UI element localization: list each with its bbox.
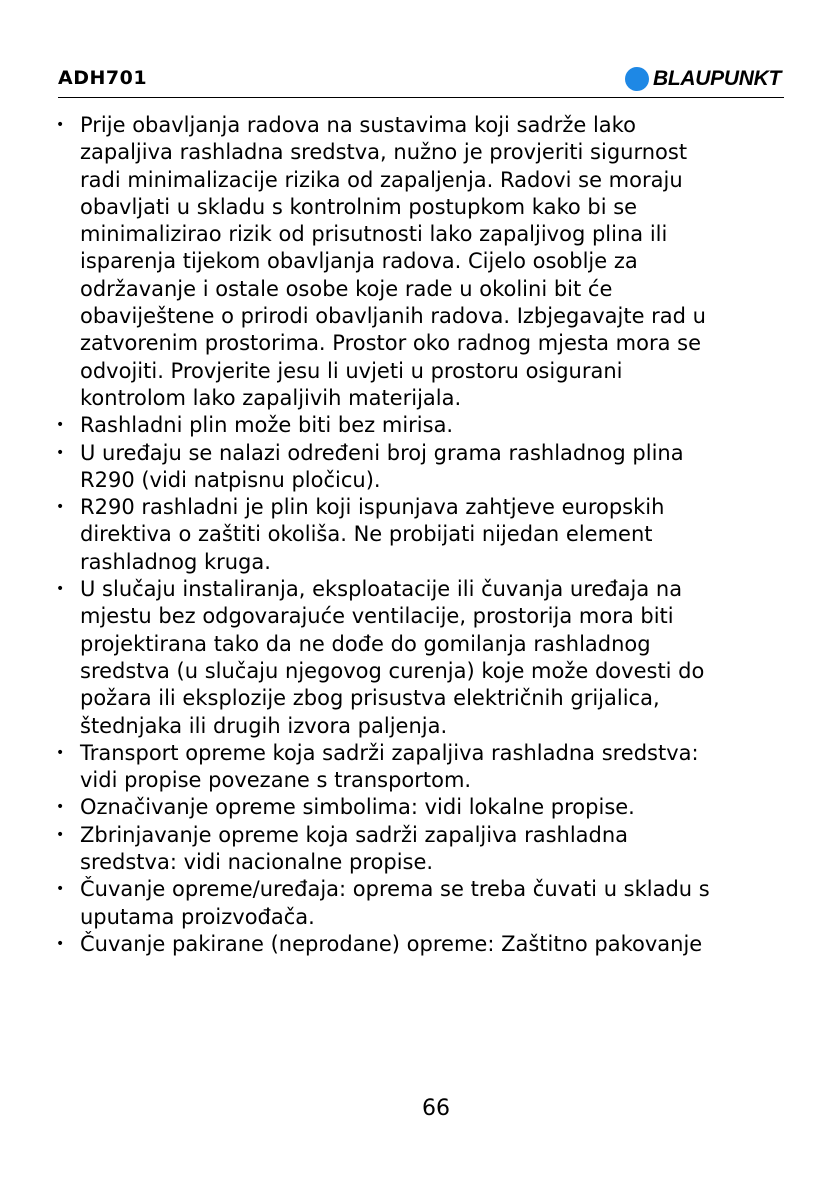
bullet-icon: • [56,417,65,434]
brand-logo [625,67,781,91]
header-divider [58,97,784,98]
text-line: održavanje i ostale osobe koje rade u okolini bit će [80,276,613,301]
list-item [56,494,785,576]
text-line: Rashladni plin može biti bez mirisa. [80,413,454,438]
text-line: uputama proizvođača. [80,904,315,929]
list-item [56,822,785,877]
brand-dot-icon [625,67,649,91]
list-item [56,412,785,439]
text-line: zatvorenim prostorima. Prostor oko radnog mjesta mora se [80,331,701,356]
text-line: isparenja tijekom obavljanja radova. Cijelo osoblje za [80,249,638,274]
text-line: požara ili eksplozije zbog prisustva električnih grijalica, [80,686,660,711]
text-line: U slučaju instaliranja, eksploatacije ili čuvanja uređaja na [80,577,683,602]
bullet-list [56,112,785,958]
list-item [56,794,785,821]
text-line: štednjaka ili drugih izvora paljenja. [80,713,448,738]
bullet-icon: • [56,581,65,598]
text-line: Zbrinjavanje opreme koja sadrži zapaljiva rashladna [80,822,629,847]
list-item [56,740,785,795]
text-line: projektirana tako da ne dođe do gomilanja rashladnog [80,631,651,656]
text-line: mjestu bez odgovarajuće ventilacije, prostorija mora biti [80,604,674,629]
text-line: sredstva: vidi nacionalne propise. [80,850,434,875]
text-line: Čuvanje opreme/uređaja: oprema se treba čuvati u skladu s [80,877,710,902]
text-line: Čuvanje pakirane (neprodane) opreme: Zaštitno pakovanje [80,931,703,956]
text-line: R290 rashladni je plin koji ispunjava zahtjeve europskih [80,495,665,520]
text-line: kontrolom lako zapaljivih materijala. [80,385,462,410]
page-header [58,67,784,97]
page-number: 66 [422,1096,450,1121]
text-line: obaviještene o prirodi obavljanih radova. Izbjegavajte rad u [80,304,706,329]
bullet-icon: • [56,799,65,816]
text-line: direktiva o zaštiti okoliša. Ne probijati nijedan element [80,522,653,547]
bullet-icon: • [56,444,65,461]
bullet-icon: • [56,499,65,516]
text-line: minimalizirao rizik od prisutnosti lako zapaljivog plina ili [80,222,668,247]
list-item [56,112,785,412]
bullet-icon: • [56,744,65,761]
text-line: Prije obavljanja radova na sustavima koji sadrže lako [80,113,636,137]
text-line: Označivanje opreme simbolima: vidi lokalne propise. [80,795,635,820]
text-line: obavljati u skladu s kontrolnim postupkom kako bi se [80,194,638,219]
text-line: vidi propise povezane s transportom. [80,768,472,793]
text-line: rashladnog kruga. [80,549,271,574]
bullet-icon: • [56,117,65,133]
text-line: radi minimalizacije rizika od zapaljenja. Radovi se moraju [80,167,683,192]
text-line: Transport opreme koja sadrži zapaljiva rashladna sredstva: [80,740,699,765]
text-line: odvojiti. Provjerite jesu li uvjeti u prostoru osigurani [80,358,623,383]
list-item [56,440,785,495]
list-item [56,931,785,958]
text-line: sredstva (u slučaju njegovog curenja) koje može dovesti do [80,658,705,683]
bullet-icon: • [56,826,65,843]
bullet-icon: • [56,881,65,898]
brand-name: BLAUPUNKT [653,67,781,90]
model-number: ADH701 [58,67,148,89]
list-item [56,876,785,931]
text-line: U uređaju se nalazi određeni broj grama rashladnog plina [80,440,684,465]
list-item [56,576,785,740]
bullet-icon: • [56,935,65,952]
text-line: R290 (vidi natpisnu pločicu). [80,467,381,492]
text-line: zapaljiva rashladna sredstva, nužno je provjeriti sigurnost [80,140,688,165]
